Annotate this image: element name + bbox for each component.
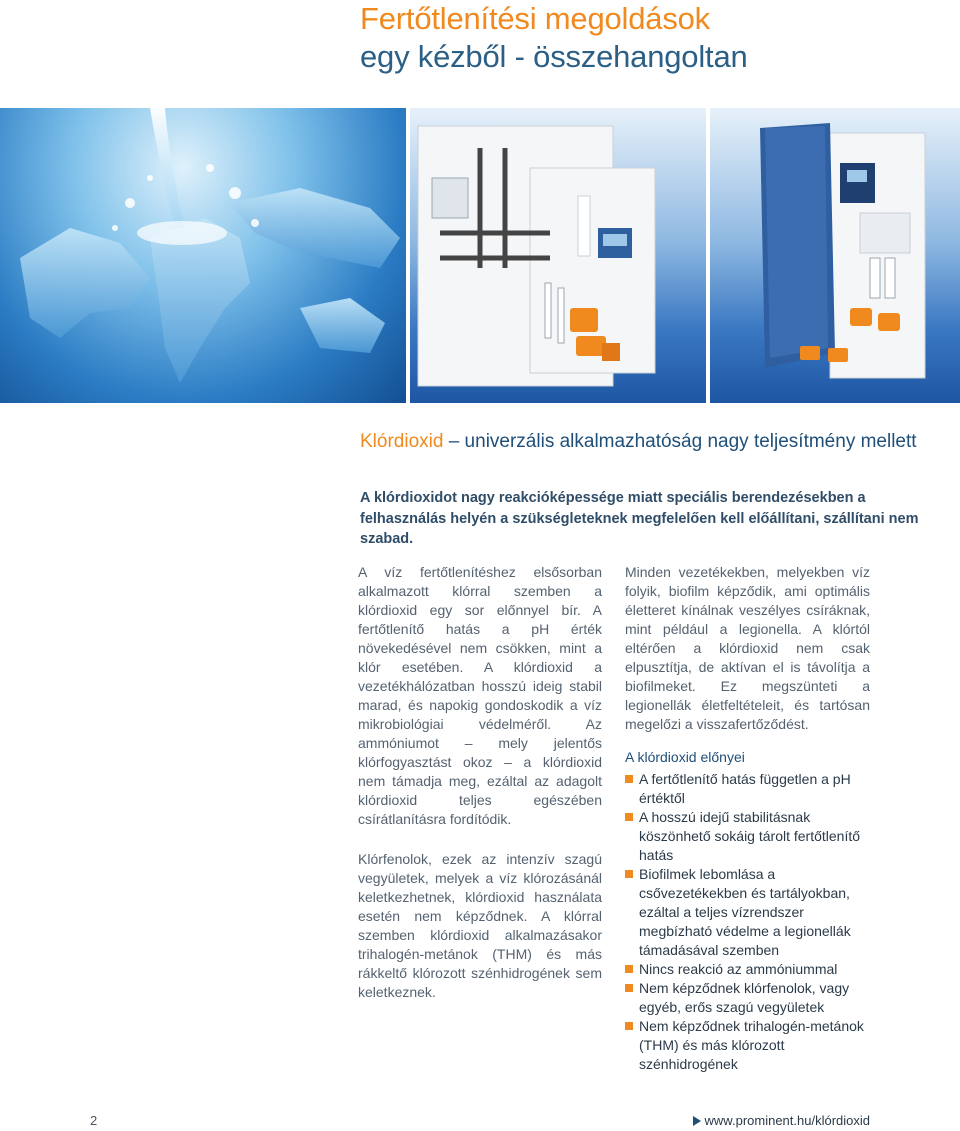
subhead-rest: – univerzális alkalmazhatóság nagy teljesítmény mellett (443, 431, 917, 452)
advantages-list (625, 770, 870, 1074)
footer-link[interactable] (693, 1113, 870, 1128)
title-line-2: egy kézből - összehangoltan (360, 39, 748, 74)
subhead-highlight: Klórdioxid (360, 431, 444, 452)
list-item: Biofilmek lebomlása a csővezetékekben és tartályokban, ezáltal a teljes vízrendszer megbízható védelme a legionellák támadásával szemben (625, 865, 870, 960)
dosing-panel-photo (410, 108, 706, 403)
right-column (625, 563, 870, 1074)
footer-link-text[interactable]: www.prominent.hu/klórdioxid (704, 1113, 870, 1128)
left-paragraph-2: Klórfenolok, ezek az intenzív szagú vegyületek, melyek a víz klórozásánál keletkezhetnek, klórdioxid használata esetén nem képződnek. A klórral szemben klórdioxid alkalmazásakor trihalogén-metánok (THM) és más rákkeltő klórozott szénhidrogének sem keletkeznek. (358, 851, 602, 1000)
water-splash-photo (0, 108, 406, 403)
left-column (358, 563, 602, 1023)
title-line-1: Fertőtlenítési megoldások (360, 1, 710, 36)
bullet-square-icon (625, 984, 633, 992)
list-item: Nem képződnek klórfenolok, vagy egyéb, erős szagú vegyületek (625, 979, 870, 1017)
bullet-square-icon (625, 813, 633, 821)
chlorine-dioxide-system-photo (710, 108, 960, 403)
right-paragraph-1: Minden vezetékekben, melyekben víz folyik, biofilm képződik, ami optimális életteret kínálnak veszélyes csíráknak, mint például a legionella. A klórtól eltérően a klórdioxid nem csak elpusztítja, de aktívan el is távolítja a biofilmeket. Ez megszünteti a legionellák életfeltételeit, és tartósan megelőzi a visszafertőződést. (625, 564, 870, 732)
dosing-panel-illustration (410, 108, 706, 403)
chlorine-dioxide-system-illustration (710, 108, 960, 403)
bullet-square-icon (625, 1022, 633, 1030)
bullet-square-icon (625, 965, 633, 973)
list-item: Nem képződnek trihalogén-metánok (THM) és más klórozott szénhidrogének (625, 1017, 870, 1074)
water-splash-illustration (0, 108, 406, 403)
advantages-title: A klórdioxid előnyei (625, 749, 745, 765)
list-item: A fertőtlenítő hatás független a pH értéktől (625, 770, 870, 808)
left-paragraph-1: A víz fertőtlenítéshez elsősorban alkalmazott klórral szemben a klórdioxid egy sor előnnyel bír. A fertőtlenítő hatás a pH érték növekedésével nem csökken, mint a klór esetében. A klórdioxid a vezetékhálózatban hosszú ideig stabil marad, és napokig gondoskodik a víz mikrobiológiai védelméről. Az ammóniumot – mely jelentős klórfogyasztást okoz – a klórdioxid nem támadja meg, ezáltal az adagolt klórdioxid teljes egészében csírátlanításra fordítódik. (358, 564, 602, 827)
page-number: 2 (90, 1113, 98, 1128)
list-item: Nincs reakció az ammóniummal (625, 960, 870, 979)
bullet-square-icon (625, 870, 633, 878)
list-item: A hosszú idejű stabilitásnak köszönhető sokáig tárolt fertőtlenítő hatás (625, 808, 870, 865)
page-title (360, 0, 748, 76)
intro-paragraph: A klórdioxidot nagy reakcióképessége miatt speciális berendezésekben a felhasználás helyén a szükségleteknek megfelelően kell előállítani, szállítani nem szabad. (360, 490, 919, 547)
bullet-square-icon (625, 775, 633, 783)
section-subheading (360, 430, 950, 453)
arrow-right-icon (693, 1116, 701, 1126)
